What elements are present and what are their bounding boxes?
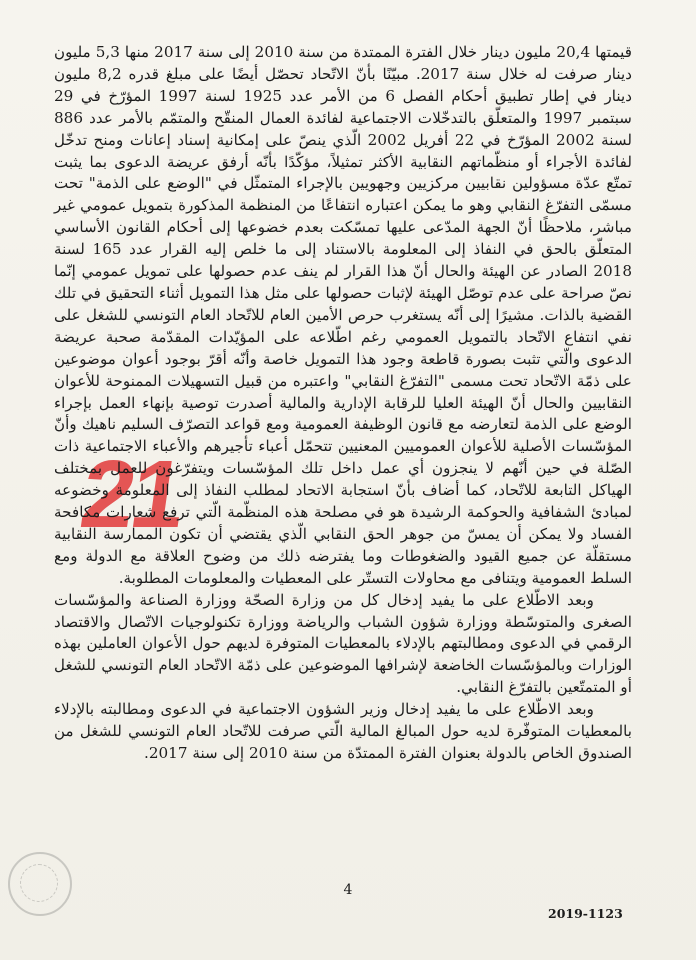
paragraph-1: قيمتها 20,4 مليون دينار خلال الفترة الممتدة من سنة 2010 إلى سنة 2017 منها 5,3 مليون دينار صرفت له خلال سنة 2017. مبيّنًا بأنّ الاتّحاد تحصّل أيضًا على مبلغ قدره 8,2 مليون دينار في إطار تطبيق أحكام الفصل 6 من الأمر عدد 1925 لسنة 1997 المؤرّخ في 29 سبتمبر 1997 والمتعلّق بالتدخّلات الاجتماعية لفائدة العمال المنقّح والمتمّم بالأمر عدد 886 لسنة 2002 المؤرّخ في 22 أفريل 2002 الّذي ينصّ على إمكانية إسناد إعانات ومنح تدخّل لفائدة الأجراء أو منظّماتهم النقابية الأكثر تمثيلاً، مؤكّدًا بأنّه أرفق عريضة الدعوى بما يثبت تمتّع عدّة مسؤولين نقابيين مركزيين وجهويين بالإجراء المتمثّل في "الوضع على الذمة" تحت مسمّى التفرّغ النقابي وهو ما يمكن اعتباره انتفاعًا من المنظمة المذكورة بتمويل عمومي غير مباشر، ملاحظًا أنّ الجهة المدّعى عليها تمسّكت بعدم خضوعها إلى أحكام القانون الأساسي المتعلّق بالحق في النفاذ إلى المعلومة بالاستناد إلى ما خلص إليه القرار عدد 165 لسنة 2018 الصادر عن الهيئة والحال أنّ هذا القرار لم ينف عدم حصولها على تمويل عمومي إنّما نصّ صراحة على عدم توصّل الهيئة لإثبات حصولها على مثل هذا التمويل أثناء التحقيق في تلك القضية بالذات. مشيرًا إلى أنّه يستغرب حرص الأمين العام للاتّحاد العام التونسي للشغل على نفي انتفاع الاتّحاد بالتمويل العمومي رغم اطّلاعه على المؤيّدات المقدّمة صحبة عريضة الدعوى والّتي تثبت بصورة قاطعة وجود هذا التمويل خاصة وأنّه أقرّ بوجود أعوان موضوعين على ذمّة الاتّحاد تحت مسمى "التفرّغ النقابي" واعتبره من قبيل التسهيلات الممنوحة للأعوان النقابيين والحال أنّ الهيئة العليا للرقابة الإدارية والمالية أصدرت توصية بإنهاء العمل بإجراء الوضع على الذمة لتعارضه مع قانون الوظيفة العمومية ومع قواعد التصرّف السليم ناهيك وأنّ المؤسّسات الأصلية للأعوان العموميين المعنيين تتحمّل أعباء تأجيرهم والأعباء الاجتماعية ذات الصّلة في حين أنّهم لا ينجزون أي عمل داخل تلك المؤسّسات ويتفرّغون للعمل بمختلف الهياكل التابعة للاتّحاد، كما أضاف بأنّ استجابة الاتحاد لمطلب النفاذ إلى المعلومة وخضوعه لمبادئ الشفافية والحوكمة الرشيدة هو في مصلحة هذه المنظّمة الّتي ترفع شعارات مكافحة الفساد ولا يمكن أن يمسّ من جوهر الحق النقابي الّذي يقتضي أن تكون الممارسة النقابية مستقلّة عن جميع القيود والضغوطات وما يفترضه ذلك من وضوح العلاقة مع الدولة ومع السلط العمومية ويتنافى مع محاولات التستّر على المعطيات والمعلومات المطلوبة. bbox=[54, 43, 633, 587]
red-number-watermark: 21 bbox=[74, 441, 189, 548]
document-code: 2019-1123 bbox=[548, 906, 623, 921]
page-number: 4 bbox=[343, 882, 353, 898]
paragraph-2: وبعد الاطّلاع على ما يفيد إدخال كل من وزارة الصحّة ووزارة الصناعة والمؤسّسات الصغرى والمتوسّطة ووزارة شؤون الشباب والرياضة ووزارة تكنولوجيات الاتّصال والاقتصاد الرقمي في الدعوى ومطالبتهم بالإدلاء بالمعطيات المتوفرة لديهم حول الأعوان العاملين بهذه الوزارات وبالمؤسّسات الخاضعة لإشرافها الموضوعين على ذمّة الاتّحاد العام التونسي للشغل أو المتمتّعين بالتفرّغ النقابي. bbox=[54, 590, 632, 697]
document-body bbox=[54, 42, 632, 765]
paragraph-3: وبعد الاطّلاع على ما يفيد إدخال وزير الشؤون الاجتماعية في الدعوى ومطالبته بالإدلاء بالمعطيات المتوفّرة لديه حول المبالغ المالية الّتي صرفت للاتّحاد العام التونسي للشغل من الصندوق الخاص بالدولة بعنوان الفترة الممتدّة من سنة 2010 إلى سنة 2017. bbox=[54, 700, 632, 762]
faded-seal-stamp bbox=[8, 852, 72, 916]
